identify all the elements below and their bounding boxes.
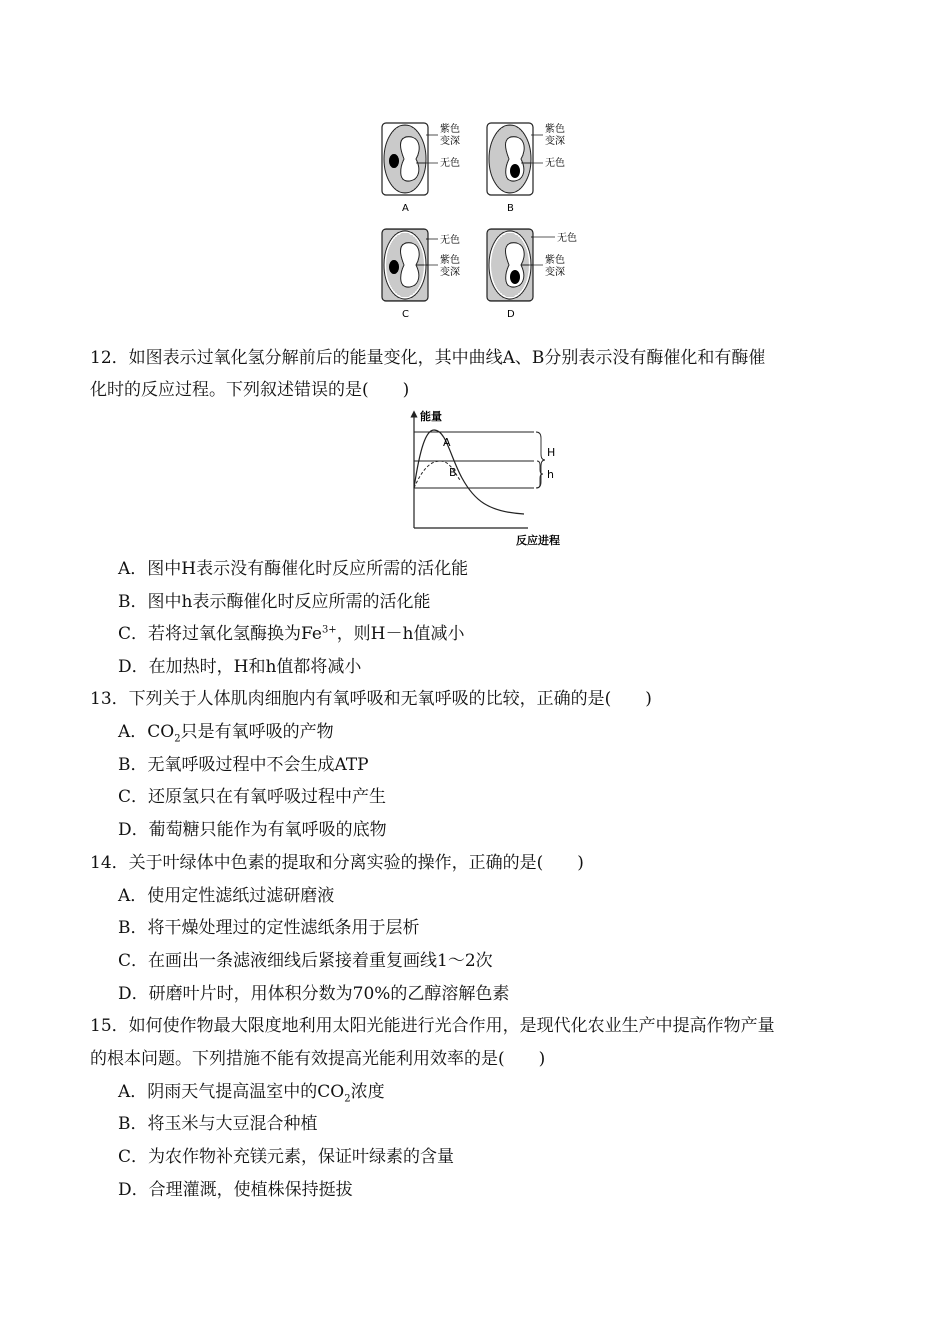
cell-panel-c	[382, 229, 460, 320]
q15-stem-line2: 的根本问题。下列措施不能有效提高光能利用效率的是( )	[90, 1049, 546, 1069]
y-axis-label: 能量	[420, 410, 442, 423]
q13-option-a-pre: A．CO	[118, 722, 175, 742]
q12-stem-line2: 化时的反应过程。下列叙述错误的是( )	[90, 380, 410, 400]
q13-option-b: B．无氧呼吸过程中不会生成ATP	[118, 755, 369, 775]
bracket-h	[537, 461, 543, 488]
label-b-wuse: 无色	[545, 158, 565, 169]
nucleus-d	[510, 270, 520, 284]
q15-option-b: B．将玉米与大豆混合种植	[118, 1114, 318, 1134]
q15-option-c: C．为农作物补充镁元素，保证叶绿素的含量	[118, 1147, 455, 1167]
energy-chart-svg	[400, 408, 580, 550]
nucleus-a	[389, 154, 399, 168]
label-b-zise: 紫色	[545, 124, 565, 135]
bracket-H	[536, 432, 545, 488]
q14-stem: 14．关于叶绿体中色素的提取和分离实验的操作，正确的是( )	[90, 853, 584, 873]
q13-option-c: C．还原氢只在有氧呼吸过程中产生	[118, 787, 387, 807]
label-b-bianshen: 变深	[545, 136, 565, 147]
q14-option-c: C．在画出一条滤液细线后紧接着重复画线1～2次	[118, 951, 493, 971]
label-c-wuse: 无色	[440, 235, 460, 246]
bracket-H-label: H	[547, 446, 556, 459]
q12-stem-line1: 12．如图表示过氧化氢分解前后的能量变化，其中曲线A、B分别表示没有酶催化和有酶催	[90, 348, 766, 368]
panel-letter-d: D	[507, 309, 515, 320]
plant-cells-svg	[370, 115, 600, 325]
q12-option-d: D．在加热时，H和h值都将减小	[118, 657, 362, 677]
q15-option-a-post: 浓度	[350, 1082, 385, 1102]
bracket-h-label: h	[547, 468, 554, 481]
q14-option-a: A．使用定性滤纸过滤研磨液	[118, 886, 335, 906]
q13-option-a-sub: 2	[174, 733, 181, 745]
panel-letter-a: A	[402, 203, 409, 214]
q12-option-c-post: ，则H－h值减小	[336, 624, 465, 644]
q14-option-b: B．将干燥处理过的定性滤纸条用于层析	[118, 918, 420, 938]
curve-a-label: A	[443, 436, 451, 449]
cell-panel-b	[487, 122, 565, 214]
q13-option-a-post: 只是有氧呼吸的产物	[180, 722, 334, 742]
label-a-wuse: 无色	[440, 158, 460, 169]
x-axis-label: 反应进程	[516, 534, 560, 547]
q12-option-c	[118, 623, 464, 645]
q12-option-c-sup: 3+	[321, 624, 337, 636]
energy-chart	[400, 408, 580, 550]
q13-option-a	[118, 721, 334, 743]
panel-letter-b: B	[507, 203, 514, 214]
label-a-zise: 紫色	[440, 124, 460, 135]
q15-option-a-pre: A．阴雨天气提高温室中的CO	[118, 1082, 345, 1102]
nucleus-c	[389, 260, 399, 274]
q15-option-a	[118, 1081, 385, 1103]
q15-option-d: D．合理灌溉，使植株保持挺拔	[118, 1180, 353, 1200]
curve-b-label: B	[449, 466, 457, 479]
q14-option-d: D．研磨叶片时，用体积分数为70%的乙醇溶解色素	[118, 984, 510, 1004]
q15-option-a-sub: 2	[344, 1093, 351, 1105]
q12-option-a: A．图中H表示没有酶催化时反应所需的活化能	[118, 559, 469, 579]
plant-cells-figure	[370, 115, 600, 325]
q13-stem: 13．下列关于人体肌肉细胞内有氧呼吸和无氧呼吸的比较，正确的是( )	[90, 689, 652, 709]
q13-option-d: D．葡萄糖只能作为有氧呼吸的底物	[118, 820, 387, 840]
cell-panel-a	[382, 122, 460, 214]
q12-option-b: B．图中h表示酶催化时反应所需的活化能	[118, 592, 431, 612]
label-a-bianshen: 变深	[440, 136, 460, 147]
curve-a	[414, 430, 524, 514]
label-d-zise: 紫色	[545, 255, 565, 266]
q15-stem-line1: 15．如何使作物最大限度地利用太阳光能进行光合作用，是现代化农业生产中提高作物产量	[90, 1016, 775, 1036]
label-d-bianshen: 变深	[545, 267, 565, 278]
label-c-bianshen: 变深	[440, 267, 460, 278]
q12-option-c-pre: C．若将过氧化氢酶换为Fe	[118, 624, 322, 644]
cell-panel-d	[487, 229, 577, 320]
nucleus-b	[510, 164, 520, 178]
label-c-zise: 紫色	[440, 255, 460, 266]
label-d-wuse: 无色	[557, 233, 577, 244]
panel-letter-c: C	[402, 309, 409, 320]
